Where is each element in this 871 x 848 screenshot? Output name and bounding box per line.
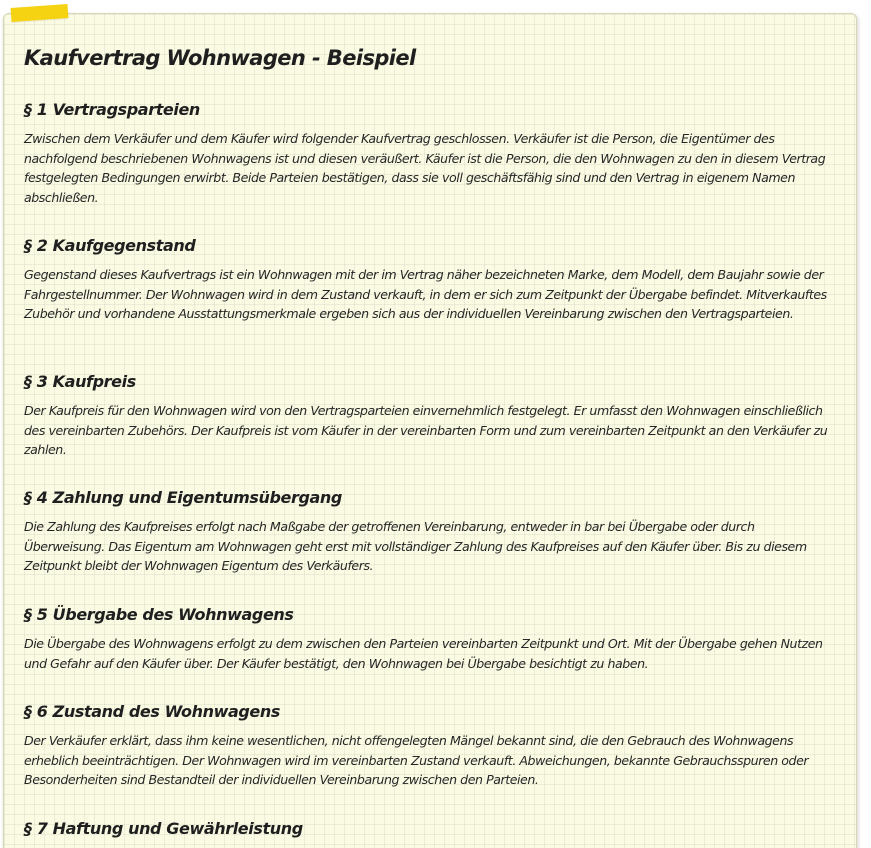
section-heading: § 2 Kaufgegenstand bbox=[24, 236, 196, 255]
section-2-kaufgegenstand bbox=[24, 236, 832, 324]
page-title: Kaufvertrag Wohnwagen - Beispiel bbox=[24, 46, 416, 70]
section-text: Der Verkäufer erklärt, dass ihm keine wesentlichen, nicht offengelegten Mängel bekannt sind, die den Gebrauch des Wohnwagens erheblich beeinträchtigen. Der Wohnwagen wird im vereinbarten Zustand verkauft. Abweichungen, bekannte Gebrauchsspuren oder Besonderheiten sind Bestandteil der individuellen Vereinbarung zwischen den Parteien. bbox=[24, 733, 809, 787]
section-text: Die Zahlung des Kaufpreises erfolgt nach Maßgabe der getroffenen Vereinbarung, entweder in bar bei Übergabe oder durch Überweisung. Das Eigentum am Wohnwagen geht erst mit vollständiger Zahlung des Kaufpreises auf den Käufer über. Bis zu diesem Zeitpunkt bleibt der Wohnwagen Eigentum des Verkäufers. bbox=[24, 519, 807, 573]
section-5-uebergabe bbox=[24, 605, 832, 673]
section-6-zustand bbox=[24, 702, 832, 790]
section-7-haftung-gewaehrleistung bbox=[24, 819, 832, 839]
section-3-kaufpreis bbox=[24, 372, 832, 460]
section-heading: § 1 Vertragsparteien bbox=[24, 100, 200, 119]
section-text: Der Kaufpreis für den Wohnwagen wird von den Vertragsparteien einvernehmlich festgelegt. Er umfasst den Wohnwagen einschließlich des vereinbarten Zubehörs. Der Kaufpreis ist vom Käufer in der vereinbarten Form und zum vereinbarten Zeitpunkt an den Verkäufer zu zahlen. bbox=[24, 403, 828, 457]
section-text: Zwischen dem Verkäufer und dem Käufer wird folgender Kaufvertrag geschlossen. Verkäufer ist die Person, die Eigentümer des nachfolgend beschriebenen Wohnwagens ist und diesen veräußert. Käufer ist die Person, die den Wohnwagen zu den in diesem Vertrag festgelegten Bedingungen erwirbt. Beide Parteien bestätigen, dass sie voll geschäftsfähig sind und den Vertrag in eigenem Namen abschließen. bbox=[24, 131, 826, 205]
section-text: Gegenstand dieses Kaufvertrags ist ein Wohnwagen mit der im Vertrag näher bezeichneten Marke, dem Modell, dem Baujahr sowie der Fahrgestellnummer. Der Wohnwagen wird in dem Zustand verkauft, in dem er sich zum Zeitpunkt der Übergabe befindet. Mitverkauftes Zubehör und vorhandene Ausstattungsmerkmale ergeben sich aus der individuellen Vereinbarung zwischen den Vertragsparteien. bbox=[24, 267, 827, 321]
section-heading: § 3 Kaufpreis bbox=[24, 372, 136, 391]
contract-note-card bbox=[3, 13, 857, 848]
section-4-zahlung-eigentumsuebergang bbox=[24, 488, 832, 576]
section-heading: § 7 Haftung und Gewährleistung bbox=[24, 819, 303, 838]
section-1-vertragsparteien bbox=[24, 100, 832, 207]
section-text: Die Übergabe des Wohnwagens erfolgt zu dem zwischen den Parteien vereinbarten Zeitpunkt und Ort. Mit der Übergabe gehen Nutzen und Gefahr auf den Käufer über. Der Käufer bestätigt, den Wohnwagen bei Übergabe besichtigt zu haben. bbox=[24, 636, 823, 671]
section-heading: § 5 Übergabe des Wohnwagens bbox=[24, 605, 294, 624]
section-heading: § 6 Zustand des Wohnwagens bbox=[24, 702, 280, 721]
section-heading: § 4 Zahlung und Eigentumsübergang bbox=[24, 488, 342, 507]
